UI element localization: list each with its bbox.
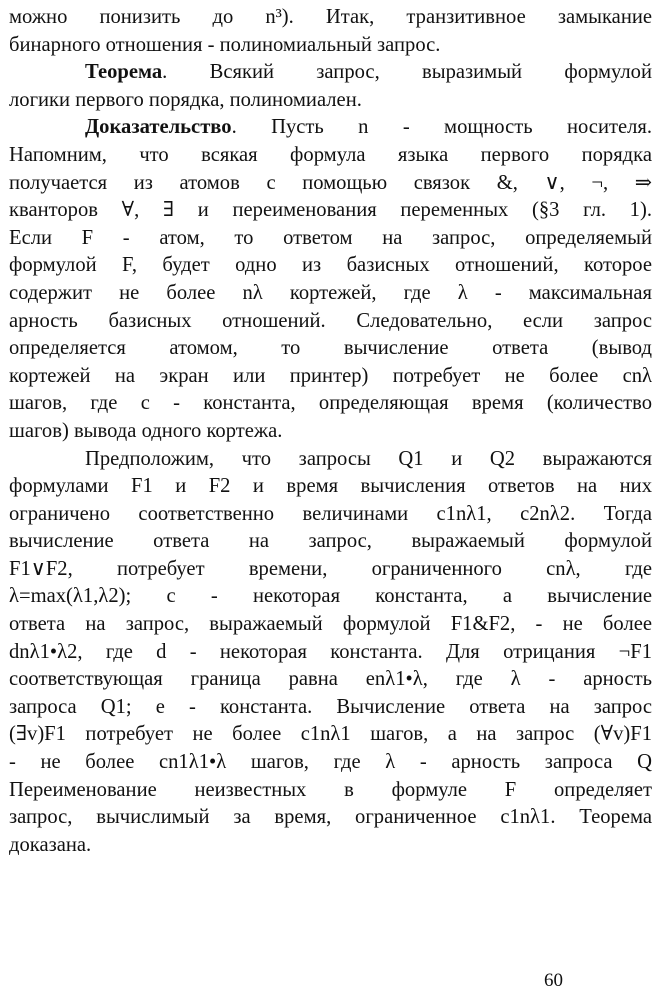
text-line: ограничено соответственно величинами c1nλ1, c2nλ2. Тогда [9, 502, 652, 525]
text-line: запроса Q1; e - константа. Вычисление ответа на запрос [9, 695, 652, 718]
text-line: можно понизить до n³). Итак, транзитивное замыкание [9, 6, 652, 28]
proof-heading-line: Доказательство. Пусть n - мощность носителя. [85, 116, 652, 139]
text-line: содержит не более nλ кортежей, где λ - максимальная [9, 281, 652, 304]
text-line: F1∨F2, потребует времени, ограниченного cnλ, где [9, 557, 652, 580]
text-line: шагов) вывода одного кортежа. [9, 419, 283, 442]
text-line: логики первого порядка, полиномиален. [9, 88, 362, 111]
text-line: доказана. [9, 833, 92, 856]
text-line: Переименование неизвестных в формуле F определяет [9, 778, 652, 801]
text-line: dnλ1•λ2, где d - некоторая константа. Для отрицания ¬F1 [9, 640, 652, 663]
text-line: формулами F1 и F2 и время вычисления ответов на них [9, 475, 652, 498]
text-line: - не более cn1λ1•λ шагов, где λ - арность запроса Q [9, 751, 652, 774]
text-line: Если F - атом, то ответом на запрос, определяемый [9, 226, 652, 249]
text-line: λ=max(λ1,λ2); c - некоторая константа, а вычисление [9, 585, 652, 608]
theorem-heading-line: Теорема. Всякий запрос, выразимый формулой [85, 61, 652, 84]
text-line: (∃v)F1 потребует не более c1nλ1 шагов, а на запрос (∀v)F1 [9, 723, 652, 746]
text-line: запрос, вычислимый за время, ограниченное c1nλ1. Теорема [9, 806, 652, 829]
text-line: арность базисных отношений. Следовательно, если запрос [9, 309, 652, 332]
page-number: 60 [544, 970, 563, 991]
text-line: Предположим, что запросы Q1 и Q2 выражаются [85, 447, 652, 470]
text-line: формулой F, будет одно из базисных отношений, которое [9, 254, 652, 277]
page-text [9, 4, 652, 859]
text-line: соответствующая граница равна enλ1•λ, где λ - арность [9, 668, 652, 691]
text-line: вычисление ответа на запрос, выражаемый формулой [9, 530, 652, 553]
text-line: определяется атомом, то вычисление ответа (вывод [9, 337, 652, 360]
text-line: кортежей на экран или принтер) потребует не более cnλ [9, 364, 652, 387]
text-line: бинарного отношения - полиномиальный запрос. [9, 33, 441, 56]
text-line: ответа на запрос, выражаемый формулой F1&F2, - не более [9, 613, 652, 636]
text-line: Напомним, что всякая формула языка первого порядка [9, 143, 652, 166]
text-line: шагов, где c - константа, определяющая время (количество [9, 392, 652, 415]
text-line: получается из атомов с помощью связок &, ∨, ¬, ⇒ [9, 171, 652, 194]
text-line: кванторов ∀, ∃ и переименования переменных (§3 гл. 1). [9, 199, 652, 222]
